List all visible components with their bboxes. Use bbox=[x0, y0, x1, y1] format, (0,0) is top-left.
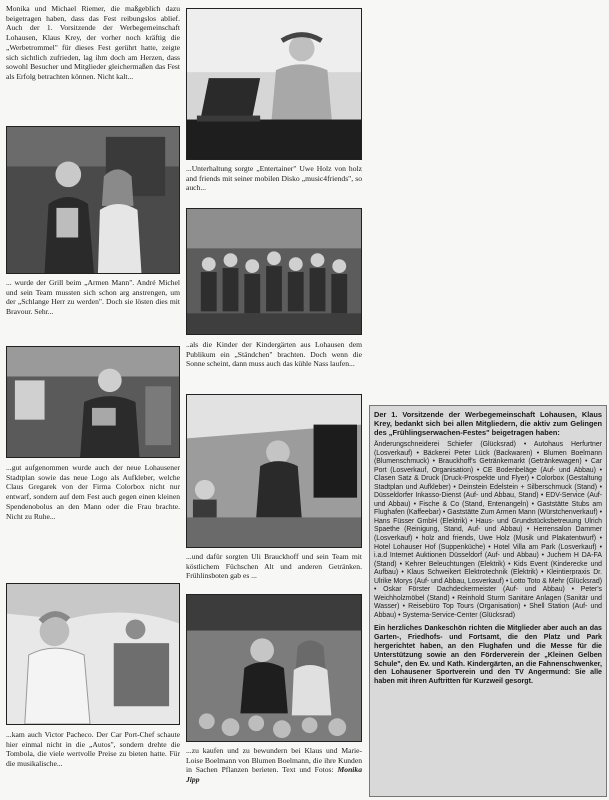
photo-credit-signature: Monika Jipp bbox=[186, 765, 362, 785]
children-choir-photo bbox=[186, 208, 362, 335]
thanks-paragraph: Ein herzliches Dankeschön richten die Mitglieder aber auch an das Garten-, Friedhofs- und Fortsamt, die den Platz und Park hergerichtet haben, an den Flughafen und die Messe für die Unterstützung sowie an den Förderverein der „Kleinen Gelben Schule", den Ev. und Kath. Kindergärten, an die Fahnenschwenker, den Lohausener Sportverein und den TV Angermund: Sie alle haben mit ihren Auftritten für Kurzweil gesorgt. bbox=[374, 624, 602, 686]
laptop-dj-photo bbox=[186, 8, 362, 160]
members-list: Änderungschneiderei Schiefer (Glücksrad) • Autohaus Herfurtner (Losverkauf) • Bäckerei Peter Lück (Backwaren) • Blumen Boelmann (Blumenschmuck) • Brauckhoff's Getränkemarkt (Getränkewagen) • Car Port (Losverkauf, Organisation) • CE Bodenbeläge (Auf- und Abbau) • Clasen Satz & Druck (Druck-Prospekte und Flyer) • Colorbox (Gestaltung Stadtplan und Aufkleber) • Deinstein Edelstein + Silberschmuck (Stand) • Düsseldorfer Inkasso-Dienst (Auf- und Abbau, Stand) • EDV-Service (Auf- und Abbau) • Fische & Co (Stand, Entenangeln) • Gaststätte Stubs am Flughafen (Kaffeebar) • Gaststätte Zum Armen Mann (Würstchenverkauf) • Hans Füsser GmbH (Elektrik) • Haus- und Grundstücksbetreuung Ulrich Spaethe (Reinigung, Stand, Auf- und Abbau) • Herrensalon Dammer (Losverkauf) • holz and friends, Uwe Holz (Musik und Plakatentwurf) • Hotel Lohauser Hof (Suppenküche) • Hotel Villa am Park (Losverkauf) • i.a.d Internet Auktionen Düsseldorf (Auf- und Abbau) • Juchem H DA-FA (Stand) • Kehrer Beleuchtungen (Elektrik) • Kids Event (Kinderecke und Aufbau) • Klaus Schweikert Elektrotechnik (Elektrik) • Kleintierpraxis Dr. Ulrike Morys (Auf- und Abbau, Losverkauf) • Lotto Toto & Mehr (Glücksrad) • Oskar Förster Dachdeckermeister (Auf- und Abbau) • Peter's Weichholzmöbel (Stand) • Reinhold Sturm Sanitäre Anlagen (Sanitär und Wasser) • Reisebüro Top Tours (Organisation) • Shell Station (Auf- und Abbau) • Systema-Service-Center (Glücksrad) bbox=[374, 441, 602, 619]
drinks-stand-photo bbox=[186, 394, 362, 548]
couple-photo bbox=[6, 126, 180, 274]
flower-stand-photo bbox=[186, 594, 362, 742]
caption-tombola: ...kam auch Victor Pacheco. Der Car Port-Chef schaute hier einmal nicht in die „Autos", sondern drehte die Tombola, die viele wertvolle Preise zu bieten hatte. Für die musikalische... bbox=[6, 730, 180, 769]
caption-blumen-text: ...zu kaufen und zu bewundern bei Klaus und Marie-Loise Boelmann von Blumen Boelmann, die ihre Kunden in Sachen Pflanzen berieten. Text und Fotos: bbox=[186, 746, 362, 775]
thanks-box bbox=[369, 405, 607, 797]
caption-grill: ... wurde der Grill beim „Armen Mann". André Michel und sein Team mussten sich schon arg anstrengen, um der „Schlange Herr zu werden". Doch sie lösten dies mit Bravour. Sehr... bbox=[6, 278, 180, 317]
man-with-map-photo bbox=[6, 346, 180, 458]
thanks-box-heading: Der 1. Vorsitzende der Werbegemeinschaft Lohausen, Klaus Krey, bedankt sich bei allen Mitgliedern, die aktiv zum Gelingen des „Frühlingserwachen-Festes" beigetragen haben: bbox=[374, 410, 602, 437]
caption-kinder: ..als die Kinder der Kindergärten aus Lohausen dem Publikum ein „Ständchen" brachten. Doch wenn die Sonne scheint, dann muss auch das kühle Nass laufen... bbox=[186, 340, 362, 369]
caption-stadtplan: ...gut aufgenommen wurde auch der neue Lohausener Stadtplan sowie das neue Logo als Aufkleber, welche Claus Gregarek von der Firma Colorbox nicht nur entwarf, sondern auf dem Fest auch gegen einen kleinen Spendenobolus an den Mann oder die Frau brachte. Nicht zu Ruhe... bbox=[6, 463, 180, 521]
caption-getraenke: ...und dafür sorgten Uli Brauckhoff und sein Team mit köstlichem Füchschen Alt und anderen Getränken. Frühlinsboten gab es ... bbox=[186, 552, 362, 581]
raffle-photo bbox=[6, 583, 180, 725]
intro-text: Monika und Michael Riemer, die maßgeblich dazu beigetragen haben, dass das Fest reibungslos ablief. Auch der 1. Vorsitzende der Werbegemeinschaft Lohausen, Klaus Krey, der vorher noch kräftig die „Werbetrommel" für dieses Fest gerührt hatte, zeigte sich sichtlich zufrieden, lag ihm doch am Herzen, dass sowohl Besucher und Mitglieder gleichermaßen das Fest als Erfolg betrachten können. Nicht kalt... bbox=[6, 4, 180, 81]
caption-entertainer: ...Unterhaltung sorgte „Entertainer" Uwe Holz von holz and friends mit seiner mobilen Disko „music4friends", so auch... bbox=[186, 164, 362, 193]
caption-blumen bbox=[186, 746, 362, 796]
